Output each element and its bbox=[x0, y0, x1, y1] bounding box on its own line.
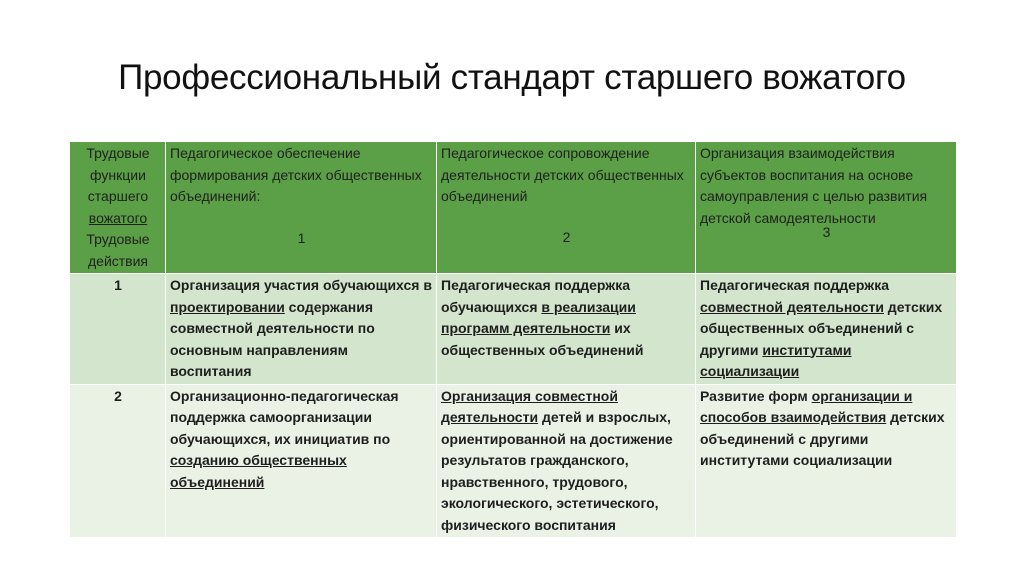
header-function-1-number: 1 bbox=[297, 229, 306, 246]
row-1-action-2-underlined: в реализации программ деятельности bbox=[441, 298, 636, 336]
row-1-action-3-underlined-1: совместной деятельности bbox=[700, 298, 884, 315]
header-function-1 bbox=[166, 142, 437, 274]
professional-standard-table bbox=[69, 141, 957, 538]
row-1-action-1-underlined: проектировании bbox=[170, 298, 285, 315]
row-2-action-2-underlined: Организация совместной деятельности bbox=[441, 387, 618, 425]
row-1-action-2 bbox=[437, 274, 696, 385]
row-2-action-3-underlined: организации и способов взаимодействия bbox=[700, 387, 913, 425]
header-side-cell bbox=[70, 142, 166, 274]
row-1-number: 1 bbox=[70, 274, 166, 385]
row-2-action-3 bbox=[696, 384, 957, 538]
header-function-1-text: Педагогическое обеспечение формирования детских общественных объединений: bbox=[170, 145, 422, 204]
header-function-3 bbox=[696, 142, 957, 274]
header-function-2 bbox=[437, 142, 696, 274]
row-2-number: 2 bbox=[70, 384, 166, 538]
row-1-action-1-text-c: содержания совместной деятельности по основным направлениям воспитания bbox=[170, 298, 375, 379]
row-1-action-2-text-c: их общественных объединений bbox=[441, 320, 644, 358]
header-side-line2: вожатого bbox=[88, 209, 148, 226]
row-2-action-1-text-a: Организационно-педагогическая поддержка самоорганизации обучающихся, их инициатив по bbox=[170, 387, 399, 447]
row-1-action-2-text-a: Педагогическая поддержка обучающихся bbox=[441, 277, 630, 315]
row-1-action-3-text-c: детских общественных объединений с другими bbox=[700, 298, 943, 358]
table-header-row bbox=[70, 142, 957, 274]
row-2-action-1 bbox=[166, 384, 437, 538]
header-side-line1: Трудовые функции старшего bbox=[86, 145, 150, 204]
row-1-action-1-text-a: Организация участия обучающихся в bbox=[170, 277, 432, 293]
row-2-action-1-underlined: созданию общественных объединений bbox=[170, 452, 347, 490]
row-2-action-2 bbox=[437, 384, 696, 538]
header-function-2-number: 2 bbox=[562, 228, 571, 245]
header-function-2-text: Педагогическое сопровождение деятельности детских общественных объединений bbox=[441, 145, 684, 204]
row-1-action-3-text-a: Педагогическая поддержка bbox=[700, 277, 889, 293]
row-1-action-3-underlined-2: институтами социализации bbox=[700, 341, 852, 379]
row-1-action-1 bbox=[166, 274, 437, 385]
slide-title: Профессиональный стандарт старшего вожатого bbox=[118, 58, 906, 97]
table-row bbox=[70, 274, 957, 385]
header-side-line3: Трудовые действия bbox=[86, 231, 150, 269]
header-function-3-text: Организация взаимодействия субъектов воспитания на основе самоуправления с целью развития детской самодеятельности bbox=[700, 145, 928, 226]
row-2-action-3-text-c: детских объединений с другими институтами социализации bbox=[700, 409, 945, 468]
table-row bbox=[70, 384, 957, 538]
header-function-3-number: 3 bbox=[822, 224, 831, 240]
row-1-action-3 bbox=[696, 274, 957, 385]
row-2-action-3-text-a: Развитие форм bbox=[700, 387, 812, 404]
row-2-action-2-text-b: детей и взрослых, ориентированной на достижение результатов гражданского, нравственного, трудового, экологического, эстетического, физического воспитания bbox=[441, 409, 673, 533]
